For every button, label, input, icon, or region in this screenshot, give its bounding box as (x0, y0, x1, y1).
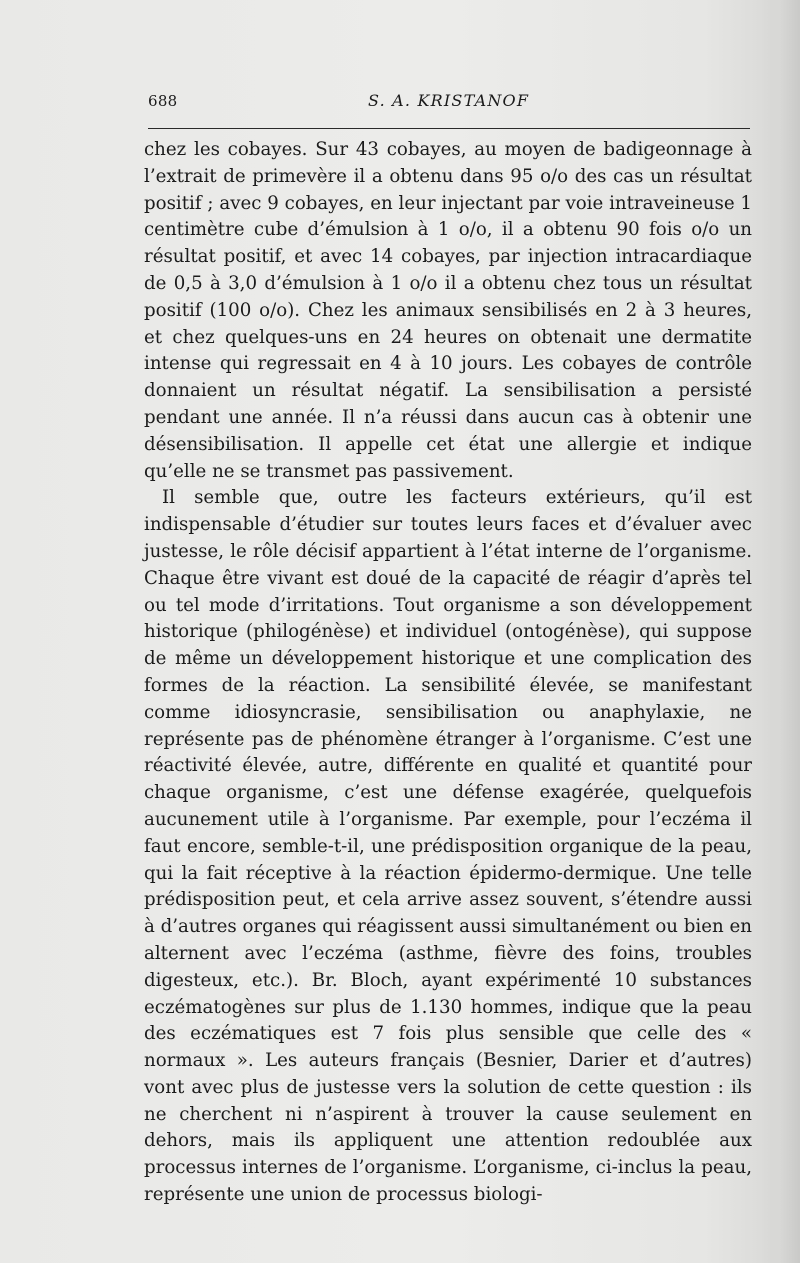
page-number: 688 (148, 92, 178, 110)
header-rule (148, 128, 750, 129)
paragraph-2: Il semble que, outre les facteurs extérieurs, qu’il est indispensable d’étudier sur toutes leurs faces et d’évaluer avec justesse, le rôle décisif appartient à l’état interne de l’organisme. Chaque être vivant est doué de la capacité de réagir d’après tel ou tel mode d’irritations. Tout organisme a son développement historique (philogénèse) et individuel (ontogénèse), qui suppose de même un développement historique et une complication des formes de la réaction. La sensibilité élevée, se manifestant comme idiosyncrasie, sensibilisation ou anaphylaxie, ne représente pas de phénomène étranger à l’organisme. C’est une réactivité élevée, autre, différente en qualité et quantité pour chaque organisme, c’est une défense exagérée, quelquefois aucunement utile à l’organisme. Par exemple, pour l’eczéma il faut encore, semble-t-il, une prédisposition organique de la peau, qui la fait réceptive à la réaction épidermo-dermique. Une telle prédisposition peut, et cela arrive assez souvent, s’étendre aussi à d’autres organes qui réagissent aussi simultanément ou bien en alternent avec l’eczéma (asthme, fièvre des foins, troubles digesteux, etc.). Br. Bloch, ayant expérimenté 10 substances eczématogènes sur plus de 1.130 hommes, indique que la peau des eczématiques est 7 fois plus sensible que celle des « normaux ». Les auteurs français (Besnier, Darier et d’autres) vont avec plus de justesse vers la solution de cette question : ils ne cherchent ni n’aspirent à trouver la cause seulement en dehors, mais ils appliquent une attention redoublée aux processus internes de l’organisme. L’organisme, ci-inclus la peau, représente une union de processus biologi- (144, 487, 752, 1206)
running-head: S. A. KRISTANOF (368, 91, 530, 110)
page-header (148, 90, 750, 118)
body-text (144, 137, 752, 1209)
paragraph-1: chez les cobayes. Sur 43 cobayes, au moyen de badigeonnage à l’extrait de primevère il a obtenu dans 95 o/o des cas un résultat positif ; avec 9 cobayes, en leur injectant par voie intraveineuse 1 centimètre cube d’émulsion à 1 o/o, il a obtenu 90 fois o/o un résultat positif, et avec 14 cobayes, par injection intracardiaque de 0,5 à 3,0 d’émulsion à 1 o/o il a obtenu chez tous un résultat positif (100 o/o). Chez les animaux sensibilisés en 2 à 3 heures, et chez quelques-uns en 24 heures on obtenait une dermatite intense qui regressait en 4 à 10 jours. Les cobayes de contrôle donnaient un résultat négatif. La sensibilisation a persisté pendant une année. Il n’a réussi dans aucun cas à obtenir une désensibilisation. Il appelle cet état une allergie et indique qu’elle ne se transmet pas passivement. (144, 139, 752, 482)
page-edge-shadow (766, 0, 800, 1263)
